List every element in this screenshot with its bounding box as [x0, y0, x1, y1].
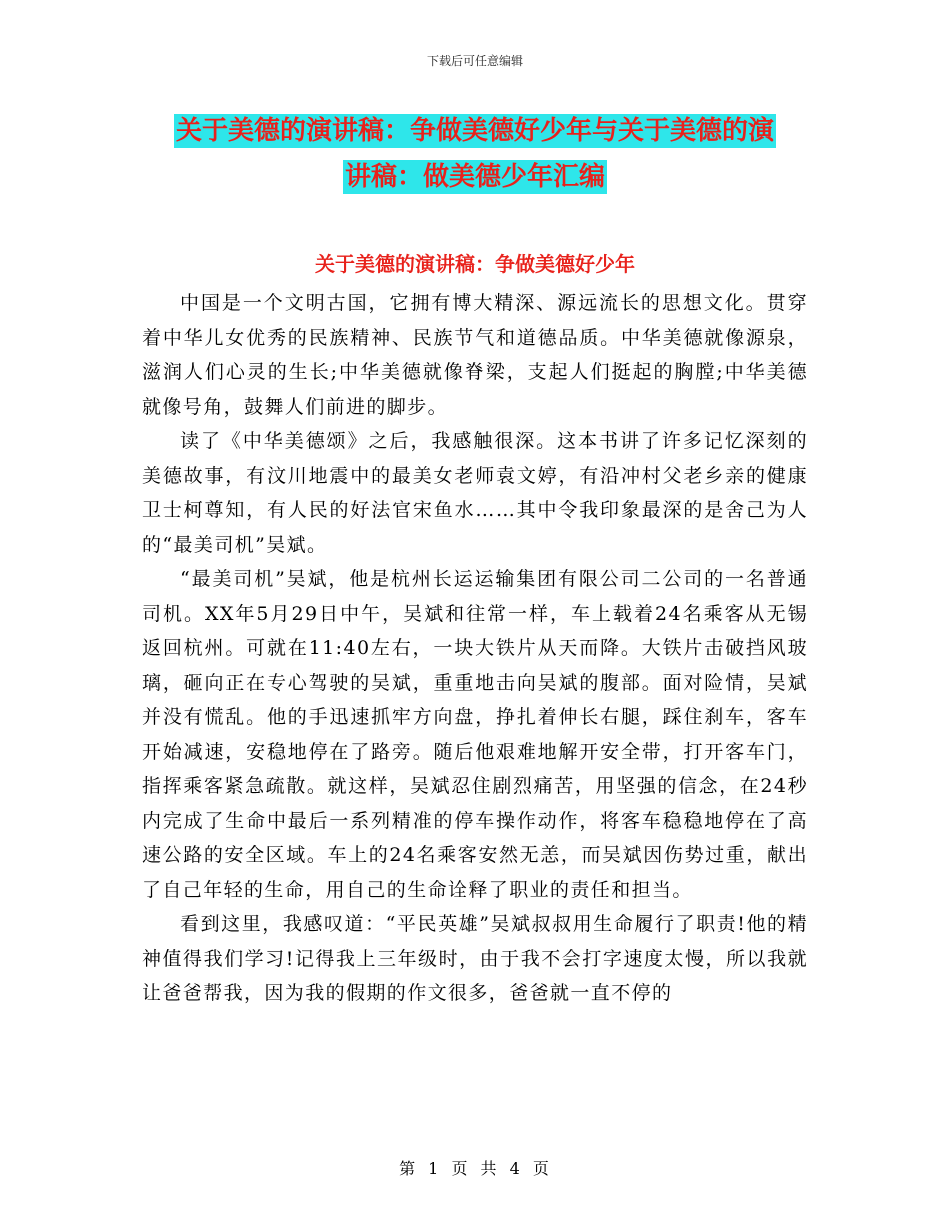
document-title	[0, 108, 950, 200]
paragraph-4: 看到这里，我感叹道：“平民英雄”吴斌叔叔用生命履行了职责!他的精神值得我们学习!记得我上三年级时，由于我不会打字速度太慢，所以我就让爸爸帮我，因为我的假期的作文很多，爸爸就一直不停的	[142, 913, 808, 1004]
document-title-line-1: 关于美德的演讲稿：争做美德好少年与关于美德的演	[175, 116, 774, 146]
page-number-footer: 第 1 页 共 4 页	[399, 1159, 551, 1178]
paragraph-2: 读了《中华美德颂》之后，我感触很深。这本书讲了许多记忆深刻的美德故事，有汶川地震中的最美女老师袁文婷，有沿冲村父老乡亲的健康卫士柯尊知，有人民的好法官宋鱼水……其中令我印象最深的是舍己为人的“最美司机”吴斌。	[142, 430, 808, 556]
section-title: 关于美德的演讲稿：争做美德好少年	[315, 252, 635, 276]
document-title-line-2: 讲稿：做美德少年汇编	[344, 162, 605, 192]
document-body	[142, 286, 808, 1011]
page-header-note: 下载后可任意编辑	[426, 54, 523, 68]
paragraph-3: “最美司机”吴斌，他是杭州长运运输集团有限公司二公司的一名普通司机。XX年5月29日中午，吴斌和往常一样，车上载着24名乘客从无锡返回杭州。可就在11:40左右，一块大铁片从天而降。大铁片击破挡风玻璃，砸向正在专心驾驶的吴斌，重重地击向吴斌的腹部。面对险情，吴斌并没有慌乱。他的手迅速抓牢方向盘，挣扎着伸长右腿，踩住刹车，客车开始减速，安稳地停在了路旁。随后他艰难地解开安全带，打开客车门，指挥乘客紧急疏散。就这样，吴斌忍住剧烈痛苦，用坚强的信念，在24秒内完成了生命中最后一系列精准的停车操作动作，将客车稳稳地停在了高速公路的安全区域。车上的24名乘客安然无恙，而吴斌因伤势过重，献出了自己年轻的生命，用自己的生命诠释了职业的责任和担当。	[142, 568, 808, 901]
paragraph-1: 中国是一个文明古国，它拥有博大精深、源远流长的思想文化。贯穿着中华儿女优秀的民族精神、民族节气和道德品质。中华美德就像源泉，滋润人们心灵的生长;中华美德就像脊梁，支起人们挺起的胸膛;中华美德就像号角，鼓舞人们前进的脚步。	[142, 292, 808, 418]
